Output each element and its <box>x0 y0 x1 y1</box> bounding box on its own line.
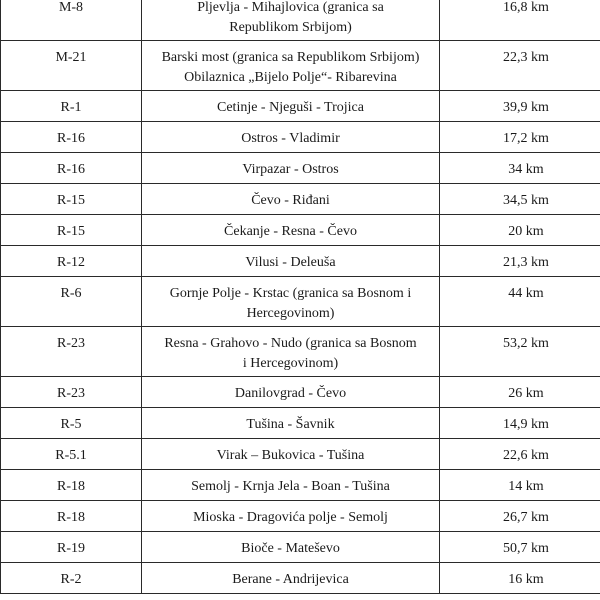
route-cell <box>142 41 440 91</box>
length-cell <box>440 122 600 153</box>
road-length: 22,3 km <box>503 50 549 65</box>
route-line: i Hercegovinom) <box>242 356 339 371</box>
road-length: 14,9 km <box>503 417 549 432</box>
road-code: R-15 <box>57 193 85 208</box>
route-text <box>146 470 435 497</box>
road-code-cell <box>1 184 142 215</box>
roads-table-body <box>1 0 600 594</box>
route-text <box>146 408 435 435</box>
table-row <box>1 532 600 563</box>
length-cell <box>440 215 600 246</box>
route-cell <box>142 439 440 470</box>
route-line: Cetinje - Njeguši - Trojica <box>217 100 364 115</box>
road-code-cell <box>1 91 142 122</box>
length-cell <box>440 246 600 277</box>
length-cell <box>440 0 600 41</box>
road-code-cell <box>1 153 142 184</box>
road-code: R-12 <box>57 255 85 270</box>
road-length: 26,7 km <box>503 510 549 525</box>
length-cell <box>440 470 600 501</box>
route-text <box>146 501 435 528</box>
table-row <box>1 215 600 246</box>
route-line: Semolj - Krnja Jela - Boan - Tušina <box>191 479 390 494</box>
table-row <box>1 327 600 377</box>
route-text <box>146 122 435 149</box>
route-line: Republikom Srbijom) <box>229 20 352 35</box>
table-row <box>1 408 600 439</box>
road-code: R-6 <box>60 286 82 301</box>
route-cell <box>142 277 440 327</box>
length-cell <box>440 501 600 532</box>
route-text <box>146 377 435 404</box>
road-code-cell <box>1 439 142 470</box>
route-text <box>146 277 435 324</box>
road-code-cell <box>1 277 142 327</box>
route-cell <box>142 501 440 532</box>
road-length: 34 km <box>508 162 544 177</box>
route-line: Obilaznica „Bijelo Polje“- Ribarevina <box>184 70 397 85</box>
route-cell <box>142 184 440 215</box>
road-code-cell <box>1 470 142 501</box>
table-row <box>1 377 600 408</box>
length-cell <box>440 439 600 470</box>
route-line: Danilovgrad - Čevo <box>234 386 347 401</box>
length-cell <box>440 408 600 439</box>
route-cell <box>142 215 440 246</box>
route-cell <box>142 377 440 408</box>
road-code: R-19 <box>57 541 85 556</box>
road-code: R-15 <box>57 224 85 239</box>
route-line: Resna - Grahovo - Nudo (granica sa Bosnom <box>164 336 417 351</box>
length-cell <box>440 327 600 377</box>
table-row <box>1 122 600 153</box>
table-row <box>1 246 600 277</box>
road-length: 53,2 km <box>503 336 549 351</box>
length-cell <box>440 377 600 408</box>
route-line: Vilusi - Deleuša <box>245 255 336 270</box>
road-length: 39,9 km <box>503 100 549 115</box>
route-text <box>146 563 435 590</box>
length-cell <box>440 563 600 594</box>
table-row <box>1 470 600 501</box>
road-length: 44 km <box>508 286 544 301</box>
road-code-cell <box>1 563 142 594</box>
route-text <box>146 215 435 242</box>
road-code: R-18 <box>57 510 85 525</box>
road-code: R-5 <box>60 417 82 432</box>
length-cell <box>440 153 600 184</box>
route-line: Virak – Bukovica - Tušina <box>216 448 365 463</box>
table-row <box>1 184 600 215</box>
road-length: 26 km <box>508 386 544 401</box>
road-code: R-16 <box>57 131 85 146</box>
route-text <box>146 153 435 180</box>
route-text <box>146 246 435 273</box>
road-code-cell <box>1 246 142 277</box>
road-code: M-8 <box>58 0 84 15</box>
table-row <box>1 91 600 122</box>
road-code: R-2 <box>60 572 82 587</box>
table-row <box>1 563 600 594</box>
route-cell <box>142 122 440 153</box>
road-length: 34,5 km <box>503 193 549 208</box>
route-text <box>146 41 435 88</box>
road-code: M-21 <box>55 50 87 65</box>
road-length: 16 km <box>508 572 544 587</box>
road-code: R-16 <box>57 162 85 177</box>
length-cell <box>440 532 600 563</box>
route-line: Pljevlja - Mihajlovica (granica sa <box>197 0 384 15</box>
route-cell <box>142 91 440 122</box>
route-cell <box>142 246 440 277</box>
route-text <box>146 184 435 211</box>
table-row <box>1 439 600 470</box>
route-cell <box>142 327 440 377</box>
road-code-cell <box>1 215 142 246</box>
route-text <box>146 327 435 374</box>
route-line: Berane - Andrijevica <box>232 572 349 587</box>
route-text <box>146 0 435 38</box>
length-cell <box>440 277 600 327</box>
route-cell <box>142 408 440 439</box>
road-code-cell <box>1 532 142 563</box>
route-cell <box>142 0 440 41</box>
road-length: 16,8 km <box>503 0 549 15</box>
road-code-cell <box>1 408 142 439</box>
route-line: Bioče - Mateševo <box>241 541 340 556</box>
road-code: R-5.1 <box>55 448 87 463</box>
route-line: Tušina - Šavnik <box>246 417 335 432</box>
route-line: Virpazar - Ostros <box>242 162 339 177</box>
route-line: Ostros - Vladimir <box>241 131 340 146</box>
road-length: 21,3 km <box>503 255 549 270</box>
road-length: 22,6 km <box>503 448 549 463</box>
route-line: Barski most (granica sa Republikom Srbijom) <box>161 50 420 65</box>
route-text <box>146 439 435 466</box>
route-text <box>146 532 435 559</box>
route-cell <box>142 153 440 184</box>
route-line: Gornje Polje - Krstac (granica sa Bosnom i <box>169 286 412 301</box>
table-row <box>1 153 600 184</box>
table-row <box>1 501 600 532</box>
road-length: 14 km <box>508 479 544 494</box>
road-code: R-23 <box>57 386 85 401</box>
road-code-cell <box>1 0 142 41</box>
road-code: R-1 <box>60 100 82 115</box>
length-cell <box>440 91 600 122</box>
table-row <box>1 277 600 327</box>
route-line: Mioska - Dragovića polje - Semolj <box>193 510 388 525</box>
route-cell <box>142 470 440 501</box>
table-row <box>1 0 600 41</box>
road-length: 50,7 km <box>503 541 549 556</box>
route-line: Čekanje - Resna - Čevo <box>224 224 357 239</box>
table-row <box>1 41 600 91</box>
route-text <box>146 91 435 118</box>
road-code-cell <box>1 501 142 532</box>
route-line: Hercegovinom) <box>246 306 335 321</box>
road-code: R-23 <box>57 336 85 351</box>
route-cell <box>142 532 440 563</box>
road-length: 20 km <box>508 224 544 239</box>
road-code-cell <box>1 327 142 377</box>
road-code: R-18 <box>57 479 85 494</box>
road-code-cell <box>1 41 142 91</box>
length-cell <box>440 184 600 215</box>
route-cell <box>142 563 440 594</box>
route-line: Čevo - Riđani <box>251 193 330 208</box>
road-code-cell <box>1 377 142 408</box>
length-cell <box>440 41 600 91</box>
road-length: 17,2 km <box>503 131 549 146</box>
road-code-cell <box>1 122 142 153</box>
